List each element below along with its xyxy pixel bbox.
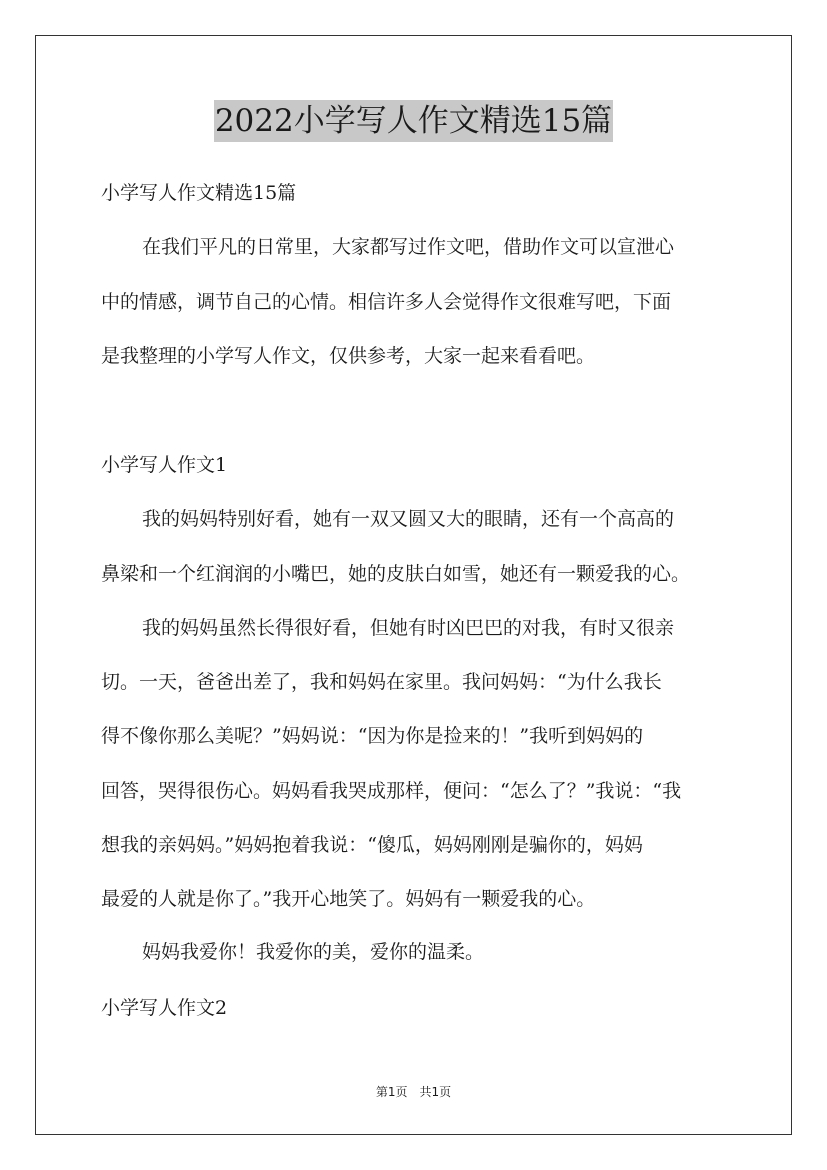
document-title: 2022小学写人作文精选15篇 <box>214 100 613 142</box>
essay1-p1-line-1: 我的妈妈特别好看，她有一双又圆又大的眼睛，还有一个高高的 <box>142 508 675 530</box>
essay1-p2-line-1: 我的妈妈虽然长得很好看，但她有时凶巴巴的对我，有时又很亲 <box>142 617 675 639</box>
essay1-p2-line-4: 回答，哭得很伤心。妈妈看我哭成那样，便问：“怎么了？”我说：“我 <box>101 780 682 802</box>
essay2-heading: 小学写人作文2 <box>101 997 228 1019</box>
essay1-p2-line-5: 想我的亲妈妈。”妈妈抱着我说：“傻瓜，妈妈刚刚是骗你的，妈妈 <box>101 834 643 856</box>
essay1-p3: 妈妈我爱你！我爱你的美，爱你的温柔。 <box>142 941 485 963</box>
subtitle: 小学写人作文精选15篇 <box>101 182 297 204</box>
title-block <box>0 100 827 142</box>
essay1-heading: 小学写人作文1 <box>101 454 228 476</box>
essay1-p2-line-6: 最爱的人就是你了。”我开心地笑了。妈妈有一颗爱我的心。 <box>101 888 596 910</box>
intro-line-1: 在我们平凡的日常里，大家都写过作文吧，借助作文可以宣泄心 <box>142 236 675 258</box>
page-number: 第1页 共1页 <box>375 1085 452 1099</box>
essay1-p2-line-2: 切。一天，爸爸出差了，我和妈妈在家里。我问妈妈：“为什么我长 <box>101 671 662 693</box>
intro-line-2: 中的情感，调节自己的心情。相信许多人会觉得作文很难写吧，下面 <box>101 291 672 313</box>
essay1-p2-line-3: 得不像你那么美呢？”妈妈说：“因为你是捡来的！”我听到妈妈的 <box>101 725 644 747</box>
essay1-p1-line-2: 鼻梁和一个红润润的小嘴巴，她的皮肤白如雪，她还有一颗爱我的心。 <box>101 563 691 585</box>
intro-line-3: 是我整理的小学写人作文，仅供参考，大家一起来看看吧。 <box>101 345 596 367</box>
